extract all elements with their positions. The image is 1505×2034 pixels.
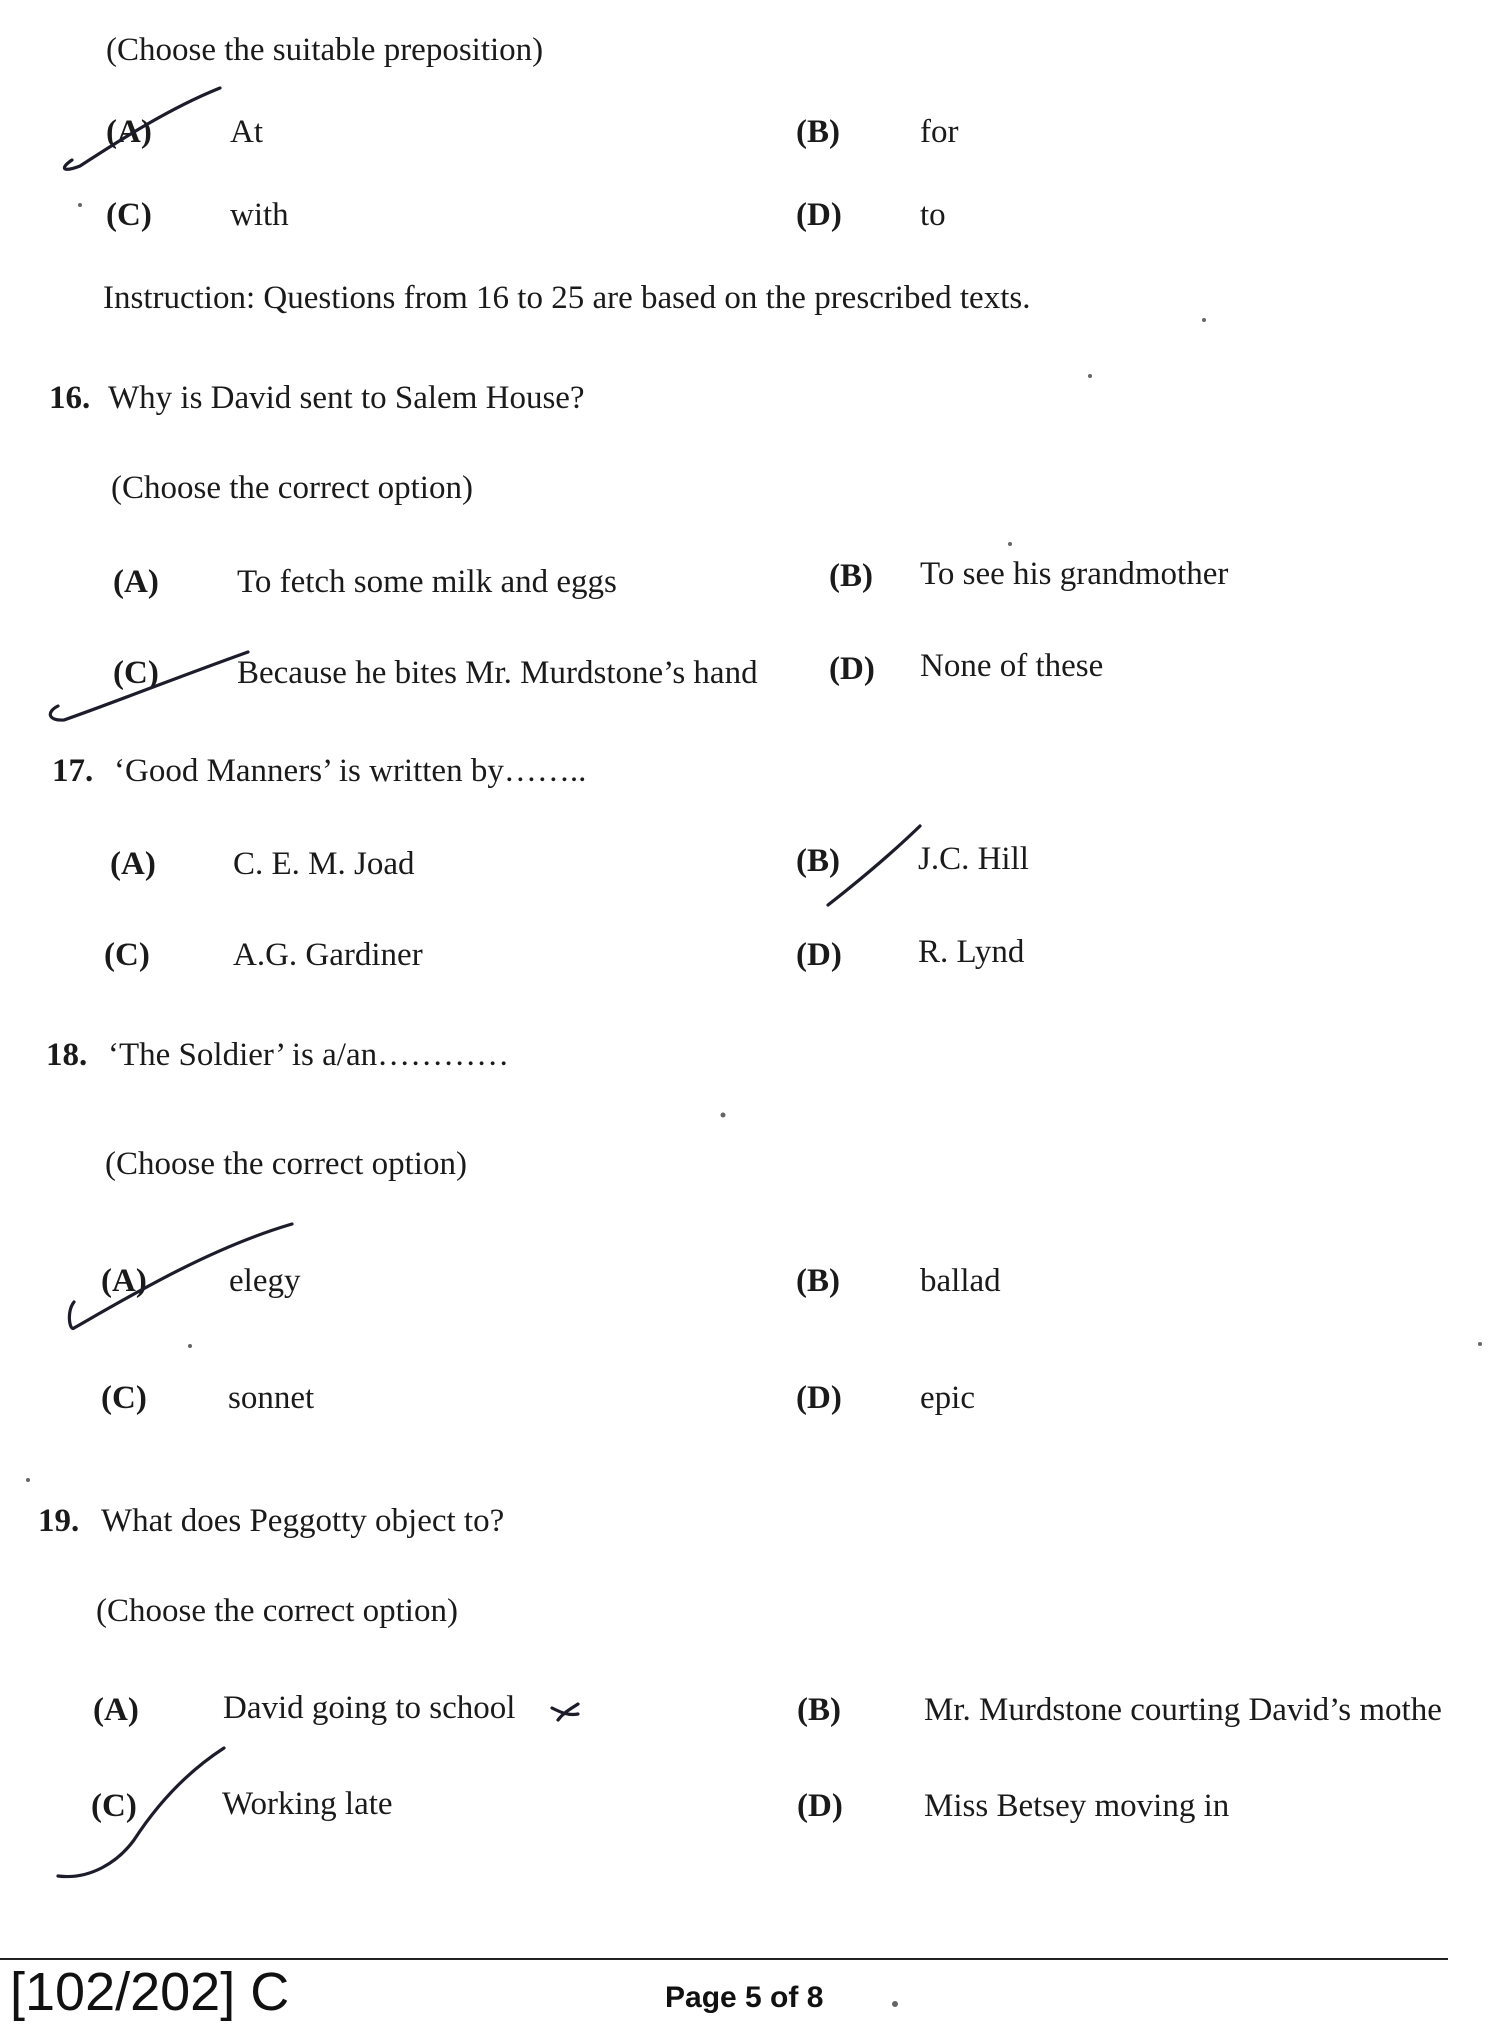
q16-tick-mark bbox=[50, 652, 248, 720]
q16-option-b-label: (B) bbox=[829, 558, 873, 594]
q17-option-b-label: (B) bbox=[796, 843, 840, 879]
q16-option-d-label: (D) bbox=[829, 651, 875, 687]
footer-page-number: Page 5 of 8 bbox=[665, 1981, 824, 2014]
q15-option-c-label: (C) bbox=[106, 197, 152, 233]
q18-option-b-label: (B) bbox=[796, 1263, 840, 1299]
footer-paper-code: [102/202] C bbox=[10, 1962, 290, 2022]
q18-option-b-text: ballad bbox=[920, 1263, 1001, 1299]
q16-option-a-text: To fetch some milk and eggs bbox=[237, 564, 617, 600]
q16-option-c-text: Because he bites Mr. Murdstone’s hand bbox=[237, 655, 758, 691]
q17-tick-mark bbox=[828, 826, 920, 905]
q17-question: ‘Good Manners’ is written by…….. bbox=[114, 753, 587, 789]
q16-number: 16. bbox=[49, 380, 91, 416]
q19-number: 19. bbox=[38, 1503, 80, 1539]
q19-cross-mark bbox=[552, 1704, 578, 1720]
q16-option-a-label: (A) bbox=[113, 564, 159, 600]
q19-instruction: (Choose the correct option) bbox=[96, 1593, 458, 1629]
q18-tick-mark bbox=[69, 1224, 292, 1329]
q17-option-b-text: J.C. Hill bbox=[918, 841, 1029, 877]
q15-option-d-text: to bbox=[920, 197, 946, 233]
q15-option-d-label: (D) bbox=[796, 197, 842, 233]
q15-tick-mark bbox=[64, 88, 220, 169]
q16-question: Why is David sent to Salem House? bbox=[108, 380, 585, 416]
q19-option-b-label: (B) bbox=[797, 1692, 841, 1728]
q15-option-a-label: (A) bbox=[106, 114, 152, 150]
q18-question: ‘The Soldier’ is a/an………… bbox=[108, 1037, 510, 1073]
q17-option-a-label: (A) bbox=[110, 846, 156, 882]
q16-option-c-label: (C) bbox=[113, 655, 159, 691]
q17-option-c-text: A.G. Gardiner bbox=[233, 937, 423, 973]
q18-option-c-text: sonnet bbox=[228, 1380, 315, 1416]
q19-option-c-text: Working late bbox=[222, 1786, 393, 1822]
q15-instruction: (Choose the suitable preposition) bbox=[106, 32, 544, 68]
q19-question: What does Peggotty object to? bbox=[101, 1503, 505, 1539]
q19-tick-mark bbox=[58, 1748, 224, 1877]
q17-option-d-text: R. Lynd bbox=[918, 934, 1025, 970]
q17-number: 17. bbox=[52, 753, 94, 789]
q16-instruction: (Choose the correct option) bbox=[111, 470, 473, 506]
q16-option-b-text: To see his grandmother bbox=[920, 556, 1229, 592]
q18-option-c-label: (C) bbox=[101, 1380, 147, 1416]
q15-option-b-label: (B) bbox=[796, 114, 840, 150]
q18-option-d-text: epic bbox=[920, 1380, 975, 1416]
q19-option-b-text: Mr. Murdstone courting David’s mothe bbox=[924, 1694, 1442, 1727]
footer-rule bbox=[0, 1958, 1448, 1960]
q19-option-a-text: David going to school bbox=[223, 1690, 516, 1726]
q17-option-d-label: (D) bbox=[796, 937, 842, 973]
q19-option-c-label: (C) bbox=[91, 1788, 137, 1824]
q18-number: 18. bbox=[46, 1037, 88, 1073]
q15-option-b-text: for bbox=[920, 114, 959, 150]
q18-instruction: (Choose the correct option) bbox=[105, 1146, 467, 1182]
q15-option-c-text: with bbox=[230, 197, 289, 233]
q15-option-a-text: At bbox=[230, 114, 263, 150]
section-instruction: Instruction: Questions from 16 to 25 are based on the prescribed texts. bbox=[103, 280, 1031, 316]
q17-option-c-label: (C) bbox=[104, 937, 150, 973]
q18-option-a-text: elegy bbox=[229, 1263, 301, 1299]
q19-option-d-label: (D) bbox=[797, 1788, 843, 1824]
q16-option-d-text: None of these bbox=[920, 648, 1104, 684]
q18-option-d-label: (D) bbox=[796, 1380, 842, 1416]
q17-option-a-text: C. E. M. Joad bbox=[233, 846, 415, 882]
q18-option-a-label: (A) bbox=[101, 1263, 147, 1299]
q19-option-a-label: (A) bbox=[93, 1692, 139, 1728]
q19-option-d-text: Miss Betsey moving in bbox=[924, 1788, 1230, 1824]
